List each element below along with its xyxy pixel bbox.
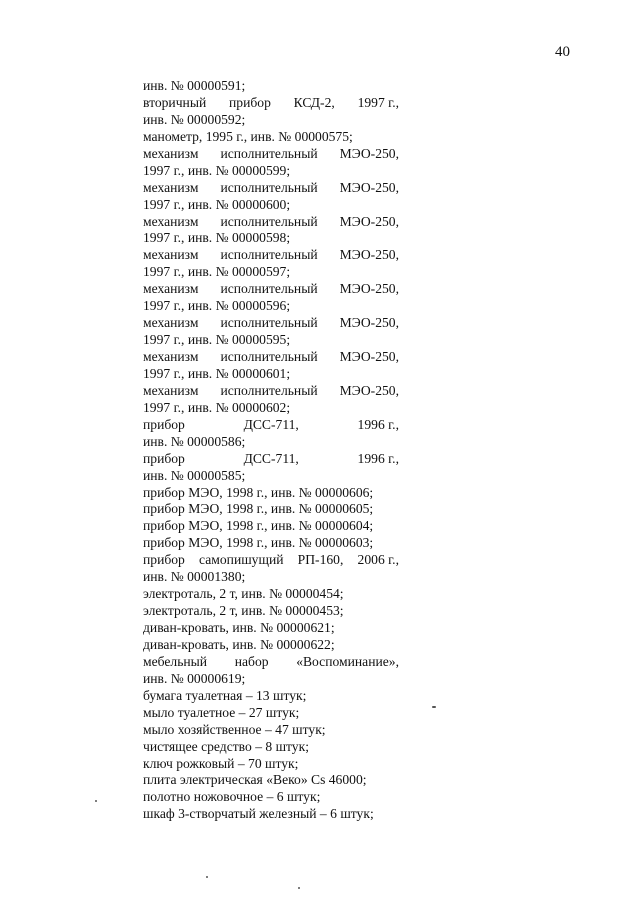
inventory-list bbox=[143, 78, 399, 823]
document-line bbox=[143, 603, 399, 620]
line-text: МЭО-250, bbox=[339, 247, 399, 263]
line-text: прибор МЭО, 1998 г., инв. № 00000605; bbox=[143, 501, 374, 517]
document-line bbox=[143, 264, 399, 281]
page-number: 40 bbox=[555, 44, 570, 60]
line-text: ДСС-711, bbox=[243, 416, 299, 432]
document-line bbox=[143, 535, 399, 552]
line-text: исполнительный bbox=[220, 382, 318, 398]
document-line bbox=[143, 586, 399, 603]
document-line bbox=[143, 180, 399, 197]
document-line bbox=[143, 569, 399, 586]
document-line bbox=[143, 485, 399, 502]
line-text: 1997 г., инв. № 00000595; bbox=[143, 332, 291, 348]
line-text: «Воспоминание», bbox=[296, 653, 399, 669]
document-line bbox=[143, 739, 399, 756]
line-text: механизм bbox=[143, 247, 199, 263]
document-line bbox=[143, 298, 399, 315]
line-text: прибор МЭО, 1998 г., инв. № 00000603; bbox=[143, 535, 374, 551]
line-text: РП-160, bbox=[297, 552, 344, 568]
document-line bbox=[143, 95, 399, 112]
document-line bbox=[143, 468, 399, 485]
line-text: диван-кровать, инв. № 00000622; bbox=[143, 636, 335, 652]
document-line bbox=[143, 552, 399, 569]
line-text: МЭО-250, bbox=[339, 213, 399, 229]
line-text: 1997 г., инв. № 00000598; bbox=[143, 230, 291, 246]
line-text: исполнительный bbox=[220, 145, 318, 161]
line-text: набор bbox=[234, 653, 269, 669]
line-text: 2006 г., bbox=[357, 552, 399, 568]
document-line bbox=[143, 332, 399, 349]
line-text: механизм bbox=[143, 349, 199, 364]
line-text: 1996 г., bbox=[357, 450, 399, 466]
document-line bbox=[143, 112, 399, 129]
document-line bbox=[143, 722, 399, 739]
scan-speck bbox=[298, 887, 300, 889]
line-text: инв. № 00000592; bbox=[143, 111, 246, 127]
line-text: 1997 г., инв. № 00000596; bbox=[143, 298, 291, 314]
line-text: исполнительный bbox=[220, 349, 318, 364]
line-text: МЭО-250, bbox=[339, 145, 399, 161]
document-line bbox=[143, 214, 399, 231]
line-text: электроталь, 2 т, инв. № 00000454; bbox=[143, 586, 344, 602]
document-line bbox=[143, 688, 399, 705]
document-line bbox=[143, 705, 399, 722]
document-line bbox=[143, 230, 399, 247]
document-line bbox=[143, 197, 399, 214]
line-text: манометр, 1995 г., инв. № 00000575; bbox=[143, 128, 353, 144]
line-text: механизм bbox=[143, 213, 199, 229]
line-text: ДСС-711, bbox=[243, 450, 299, 466]
document-line bbox=[143, 654, 399, 671]
document-line bbox=[143, 78, 399, 95]
line-text: инв. № 00000586; bbox=[143, 433, 246, 449]
line-text: инв. № 00001380; bbox=[143, 569, 246, 585]
line-text: КСД-2, bbox=[293, 94, 335, 110]
line-text: прибор bbox=[143, 416, 185, 432]
document-line bbox=[143, 451, 399, 468]
line-text: 1997 г., инв. № 00000599; bbox=[143, 162, 291, 178]
document-line bbox=[143, 146, 399, 163]
document-line bbox=[143, 315, 399, 332]
document-line bbox=[143, 789, 399, 806]
line-text: мыло хозяйственное – 47 штук; bbox=[143, 721, 326, 737]
line-text: механизм bbox=[143, 315, 199, 331]
line-text: 1997 г., инв. № 00000597; bbox=[143, 264, 291, 280]
document-line bbox=[143, 756, 399, 773]
line-text: прибор bbox=[229, 94, 271, 110]
line-text: прибор МЭО, 1998 г., инв. № 00000606; bbox=[143, 484, 374, 500]
line-text: полотно ножовочное – 6 штук; bbox=[143, 789, 321, 805]
scan-speck bbox=[95, 800, 97, 802]
line-text: механизм bbox=[143, 145, 199, 161]
document-line bbox=[143, 163, 399, 180]
line-text: МЭО-250, bbox=[339, 315, 399, 331]
line-text: исполнительный bbox=[220, 247, 318, 263]
line-text: прибор bbox=[143, 450, 185, 466]
line-text: инв. № 00000619; bbox=[143, 670, 246, 686]
line-text: исполнительный bbox=[220, 281, 318, 297]
line-text: бумага туалетная – 13 штук; bbox=[143, 687, 307, 703]
line-text: МЭО-250, bbox=[339, 281, 399, 297]
line-text: МЭО-250, bbox=[339, 179, 399, 195]
document-line bbox=[143, 247, 399, 264]
document-line bbox=[143, 383, 399, 400]
scan-speck bbox=[432, 706, 436, 708]
line-text: инв. № 00000591; bbox=[143, 78, 246, 93]
line-text: электроталь, 2 т, инв. № 00000453; bbox=[143, 603, 344, 619]
line-text: прибор МЭО, 1998 г., инв. № 00000604; bbox=[143, 518, 374, 534]
document-line bbox=[143, 366, 399, 383]
document-line bbox=[143, 637, 399, 654]
line-text: инв. № 00000585; bbox=[143, 467, 246, 483]
line-text: 1997 г., инв. № 00000602; bbox=[143, 399, 291, 415]
line-text: механизм bbox=[143, 179, 199, 195]
document-line bbox=[143, 400, 399, 417]
line-text: исполнительный bbox=[220, 213, 318, 229]
line-text: механизм bbox=[143, 382, 199, 398]
line-text: плита электрическая «Веко» Cs 46000; bbox=[143, 772, 367, 788]
document-line bbox=[143, 501, 399, 518]
line-text: самопишущий bbox=[199, 552, 284, 568]
line-text: МЭО-250, bbox=[339, 349, 399, 364]
line-text: ключ рожковый – 70 штук; bbox=[143, 755, 299, 771]
document-line bbox=[143, 281, 399, 298]
document-line bbox=[143, 806, 399, 823]
line-text: исполнительный bbox=[220, 315, 318, 331]
line-text: МЭО-250, bbox=[339, 382, 399, 398]
line-text: мебельный bbox=[143, 653, 208, 669]
line-text: шкаф 3-створчатый железный – 6 штук; bbox=[143, 806, 374, 822]
document-line bbox=[143, 671, 399, 688]
line-text: мыло туалетное – 27 штук; bbox=[143, 704, 300, 720]
document-line bbox=[143, 518, 399, 535]
line-text: исполнительный bbox=[220, 179, 318, 195]
line-text: 1997 г., инв. № 00000600; bbox=[143, 196, 291, 212]
line-text: 1997 г., инв. № 00000601; bbox=[143, 365, 291, 381]
line-text: механизм bbox=[143, 281, 199, 297]
line-text: 1997 г., bbox=[357, 94, 399, 110]
scan-speck bbox=[206, 876, 208, 878]
line-text: вторичный bbox=[143, 94, 207, 110]
document-line bbox=[143, 434, 399, 451]
line-text: 1996 г., bbox=[357, 416, 399, 432]
document-line bbox=[143, 417, 399, 434]
line-text: диван-кровать, инв. № 00000621; bbox=[143, 620, 335, 635]
document-line bbox=[143, 129, 399, 146]
line-text: чистящее средство – 8 штук; bbox=[143, 738, 309, 754]
line-text: прибор bbox=[143, 552, 185, 568]
document-line bbox=[143, 772, 399, 789]
document-line bbox=[143, 620, 399, 637]
document-line bbox=[143, 349, 399, 366]
